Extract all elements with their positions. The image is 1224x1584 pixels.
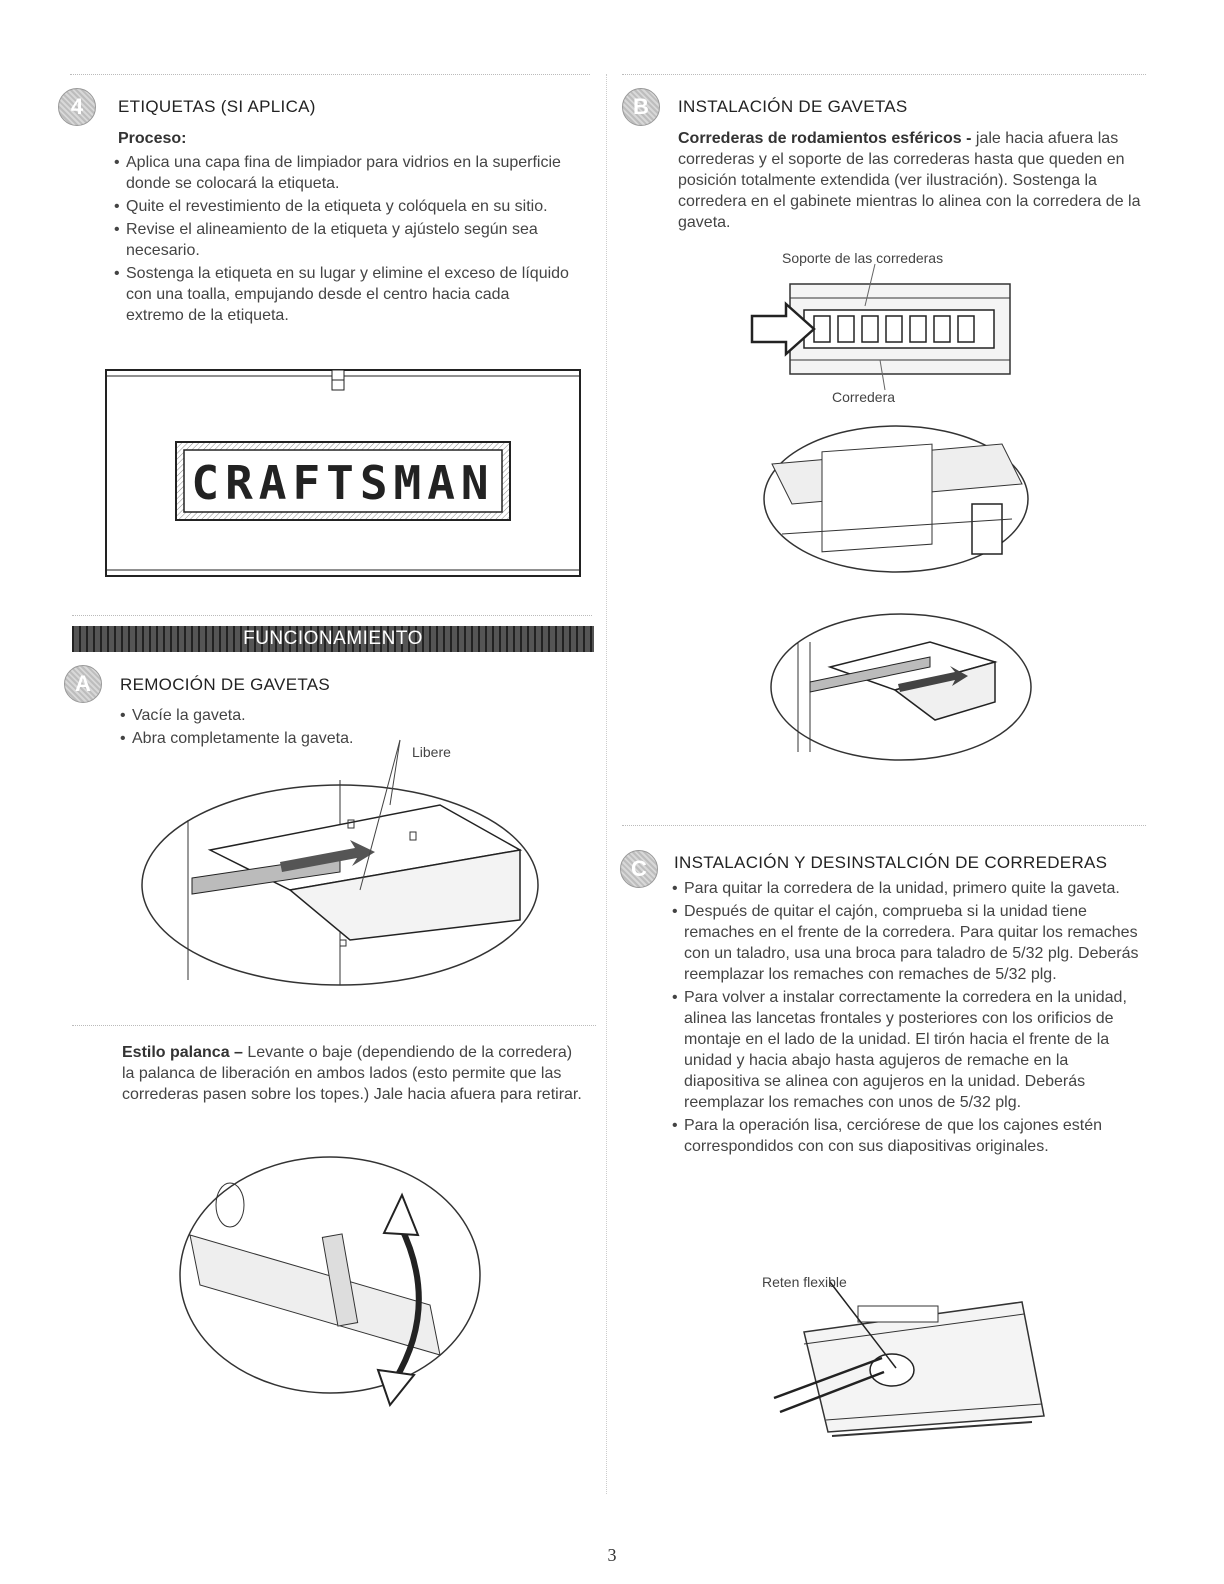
step-badge-c: C xyxy=(620,850,658,888)
column-divider xyxy=(606,74,607,1494)
bullet-list-remocion xyxy=(120,705,420,751)
lever-illustration xyxy=(180,1155,480,1395)
list-item: • Después de quitar el cajón, comprueba si la unidad tiene remaches en el frente de la corredera. Para quitar los remaches con un taladro, usa una broca para taladro de 5/32 plg. Deberás reemplazar los remaches con remaches de 5/32 plg. xyxy=(672,901,1140,985)
list-item: • Para la operación lisa, cerciórese de que los cajones estén correspondidos con con sus diapositivas originales. xyxy=(672,1115,1140,1157)
slide-closeup-illustration xyxy=(762,424,1030,574)
drawer-install-illustration xyxy=(770,612,1032,762)
page-number: 3 xyxy=(607,1545,617,1565)
list-item: • Quite el revestimiento de la etiqueta y colóquela en su sitio. xyxy=(114,196,569,217)
separator xyxy=(72,1025,596,1026)
slide-bracket-illustration xyxy=(750,278,1012,380)
lever-style-text: Levante o baje (dependiendo de la corredera) la palanca de liberación en ambos lados (esto permite que las correderas pasen sobre los topes.) Jale hacia afuera para retirar. xyxy=(122,1044,582,1103)
list-item: • Revise el alineamiento de la etiqueta y ajústelo según sea necesario. xyxy=(114,219,569,261)
section-title-instalacion: INSTALACIÓN DE GAVETAS xyxy=(678,97,908,116)
list-item: • Vacíe la gaveta. xyxy=(120,705,420,726)
lever-style-paragraph xyxy=(122,1042,582,1105)
flexible-retainer-illustration xyxy=(772,1296,1048,1446)
section-title-etiquetas: ETIQUETAS (SI APLICA) xyxy=(118,97,316,116)
banner-funcionamiento: FUNCIONAMIENTO xyxy=(72,626,594,652)
ball-bearing-bold: Correderas de rodamientos esféricos - xyxy=(678,130,972,147)
label-corredera: Corredera xyxy=(832,389,896,405)
list-item: • Sostenga la etiqueta en su lugar y elimine el exceso de líquido con una toalla, empujando desde el centro hacia cada extremo de la etiqueta. xyxy=(114,263,569,326)
ball-bearing-paragraph xyxy=(678,128,1144,233)
step-badge-a: A xyxy=(64,665,102,703)
list-item: • Para volver a instalar correctamente la corredera en la unidad, alinea las lancetas frontales y posteriores con los orificios de montaje en el lado de la unidad. El tirón hacia el frente de la unidad y hacia abajo hasta agujeros de remache en la diapositiva se alinea con agujeros en la unidad. Deberás reemplazar los remaches con unos de 5/32 plg. xyxy=(672,987,1140,1113)
separator xyxy=(622,74,1146,75)
lever-style-bold: Estilo palanca – xyxy=(122,1044,243,1061)
label-soporte: Soporte de las correderas xyxy=(782,250,944,266)
step-badge-4: 4 xyxy=(58,88,96,126)
callout-reten-flexible: Reten flexible xyxy=(762,1274,847,1290)
separator xyxy=(622,825,1146,826)
separator xyxy=(70,74,590,75)
section-title-instalacion-desinstalacion: INSTALACIÓN Y DESINSTALCIÓN DE CORREDERAS xyxy=(674,853,1108,872)
list-item: • Aplica una capa fina de limpiador para vidrios en la superficie donde se colocará la etiqueta. xyxy=(114,152,569,194)
bullet-list-correderas xyxy=(672,878,1140,1159)
subtitle-proceso: Proceso: xyxy=(118,130,187,147)
ball-bearing-text: jale hacia afuera las correderas y el soporte de las correderas hasta que queden en posición totalmente extendida (ver ilustración). Sostenga la corredera en el gabinete mientras lo alinea con la corredera de la gaveta. xyxy=(678,130,1141,231)
step-badge-b: B xyxy=(622,88,660,126)
craftsman-logo: CRAFTSMAN xyxy=(191,456,495,510)
list-item: • Para quitar la corredera de la unidad, primero quite la gaveta. xyxy=(672,878,1140,899)
bullet-list-proceso xyxy=(114,152,569,328)
separator xyxy=(72,615,592,616)
drawer-removal-illustration xyxy=(140,760,540,990)
callout-libere: Libere xyxy=(412,744,451,760)
list-item: • Abra completamente la gaveta. xyxy=(120,728,420,749)
section-title-remocion: REMOCIÓN DE GAVETAS xyxy=(120,675,331,694)
